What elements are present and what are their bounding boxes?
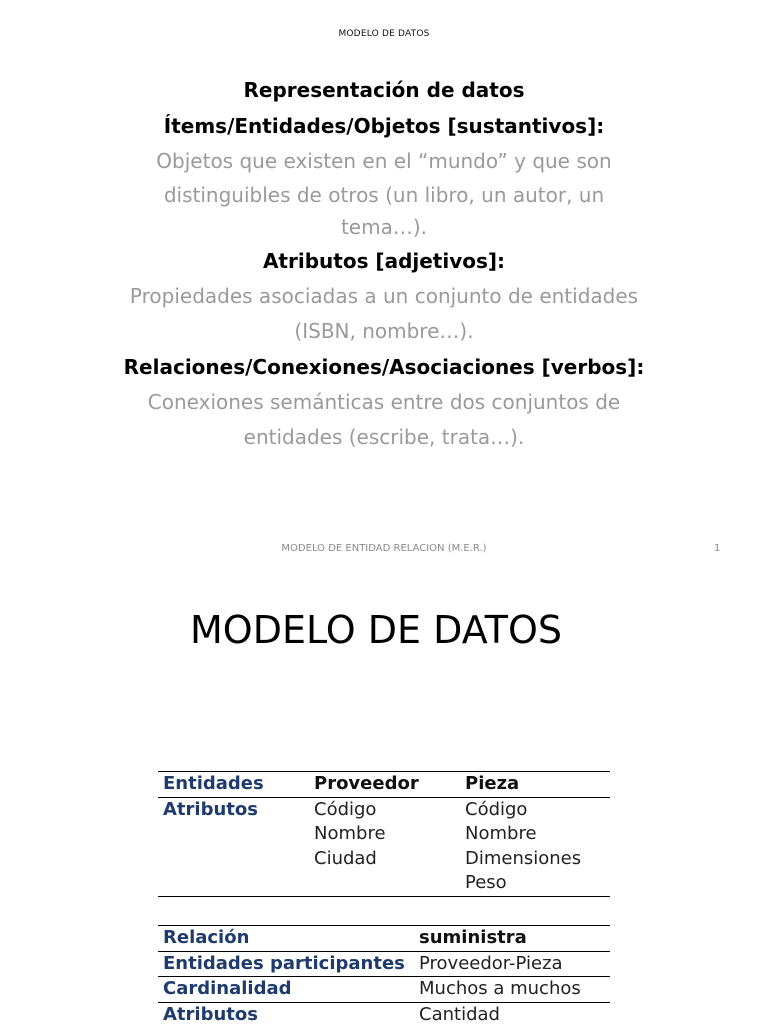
- table-row: [158, 797, 610, 822]
- table-cell: Dimensiones: [465, 847, 582, 869]
- table-cell: Entidades participantes: [158, 951, 414, 977]
- table-row: [158, 926, 610, 952]
- table-row: [158, 977, 610, 1003]
- attributes-heading: Atributos [adjetivos]:: [262, 249, 506, 273]
- relations-text-line: Conexiones semánticas entre dos conjuntos de: [147, 390, 621, 414]
- section-title: Representación de datos: [243, 78, 525, 102]
- table-row: [158, 847, 610, 872]
- table-cell: suministra: [414, 926, 610, 952]
- table-cell: Proveedor-Pieza: [414, 951, 610, 977]
- slide-content: [100, 72, 668, 455]
- table-cell: [309, 871, 460, 896]
- table-cell: Relación: [158, 926, 414, 952]
- table-cell: Atributos: [163, 1003, 258, 1025]
- table-cell: Peso: [460, 871, 610, 896]
- table-row: [158, 772, 610, 798]
- page-number: 1: [714, 543, 721, 554]
- items-heading: Ítems/Entidades/Objetos [sustantivos]:: [163, 114, 605, 138]
- relations-heading: Relaciones/Conexiones/Asociaciones [verbos]:: [123, 355, 645, 379]
- table-cell: Cantidad: [419, 1003, 500, 1025]
- slide2-title: MODELO DE DATOS: [190, 608, 563, 652]
- relations-text-line: entidades (escribe, trata…).: [243, 425, 525, 449]
- table-cell: Código: [314, 798, 377, 820]
- attributes-text-line: Propiedades asociadas a un conjunto de entidades: [129, 284, 639, 308]
- items-text-line: Objetos que existen en el “mundo” y que son: [156, 149, 612, 173]
- table-cell: Proveedor: [309, 772, 460, 798]
- table-cell: Muchos a muchos: [414, 977, 610, 1003]
- table-cell: Pieza: [460, 772, 610, 798]
- items-text-line: tema…).: [340, 215, 428, 239]
- table-cell: Ciudad: [314, 847, 377, 869]
- table-cell: Entidades: [158, 772, 309, 798]
- slide-footer: MODELO DE ENTIDAD RELACION (M.E.R.): [281, 543, 487, 554]
- table-row: [158, 1002, 610, 1027]
- items-text-line: distinguibles de otros (un libro, un autor, un: [163, 183, 605, 207]
- entities-table: [158, 771, 610, 897]
- table-cell: Cardinalidad: [158, 977, 414, 1003]
- table-row: [158, 871, 610, 896]
- table-cell: Atributos: [163, 798, 258, 820]
- table-cell: Nombre: [314, 823, 386, 844]
- attributes-text-line: (ISBN, nombre…).: [294, 319, 474, 343]
- table-row: [158, 822, 610, 847]
- table-cell: Nombre: [465, 823, 537, 844]
- table-cell: Código: [465, 798, 528, 820]
- slide-header: MODELO DE DATOS: [338, 29, 430, 39]
- table-row: [158, 951, 610, 977]
- relation-table: [158, 925, 610, 1027]
